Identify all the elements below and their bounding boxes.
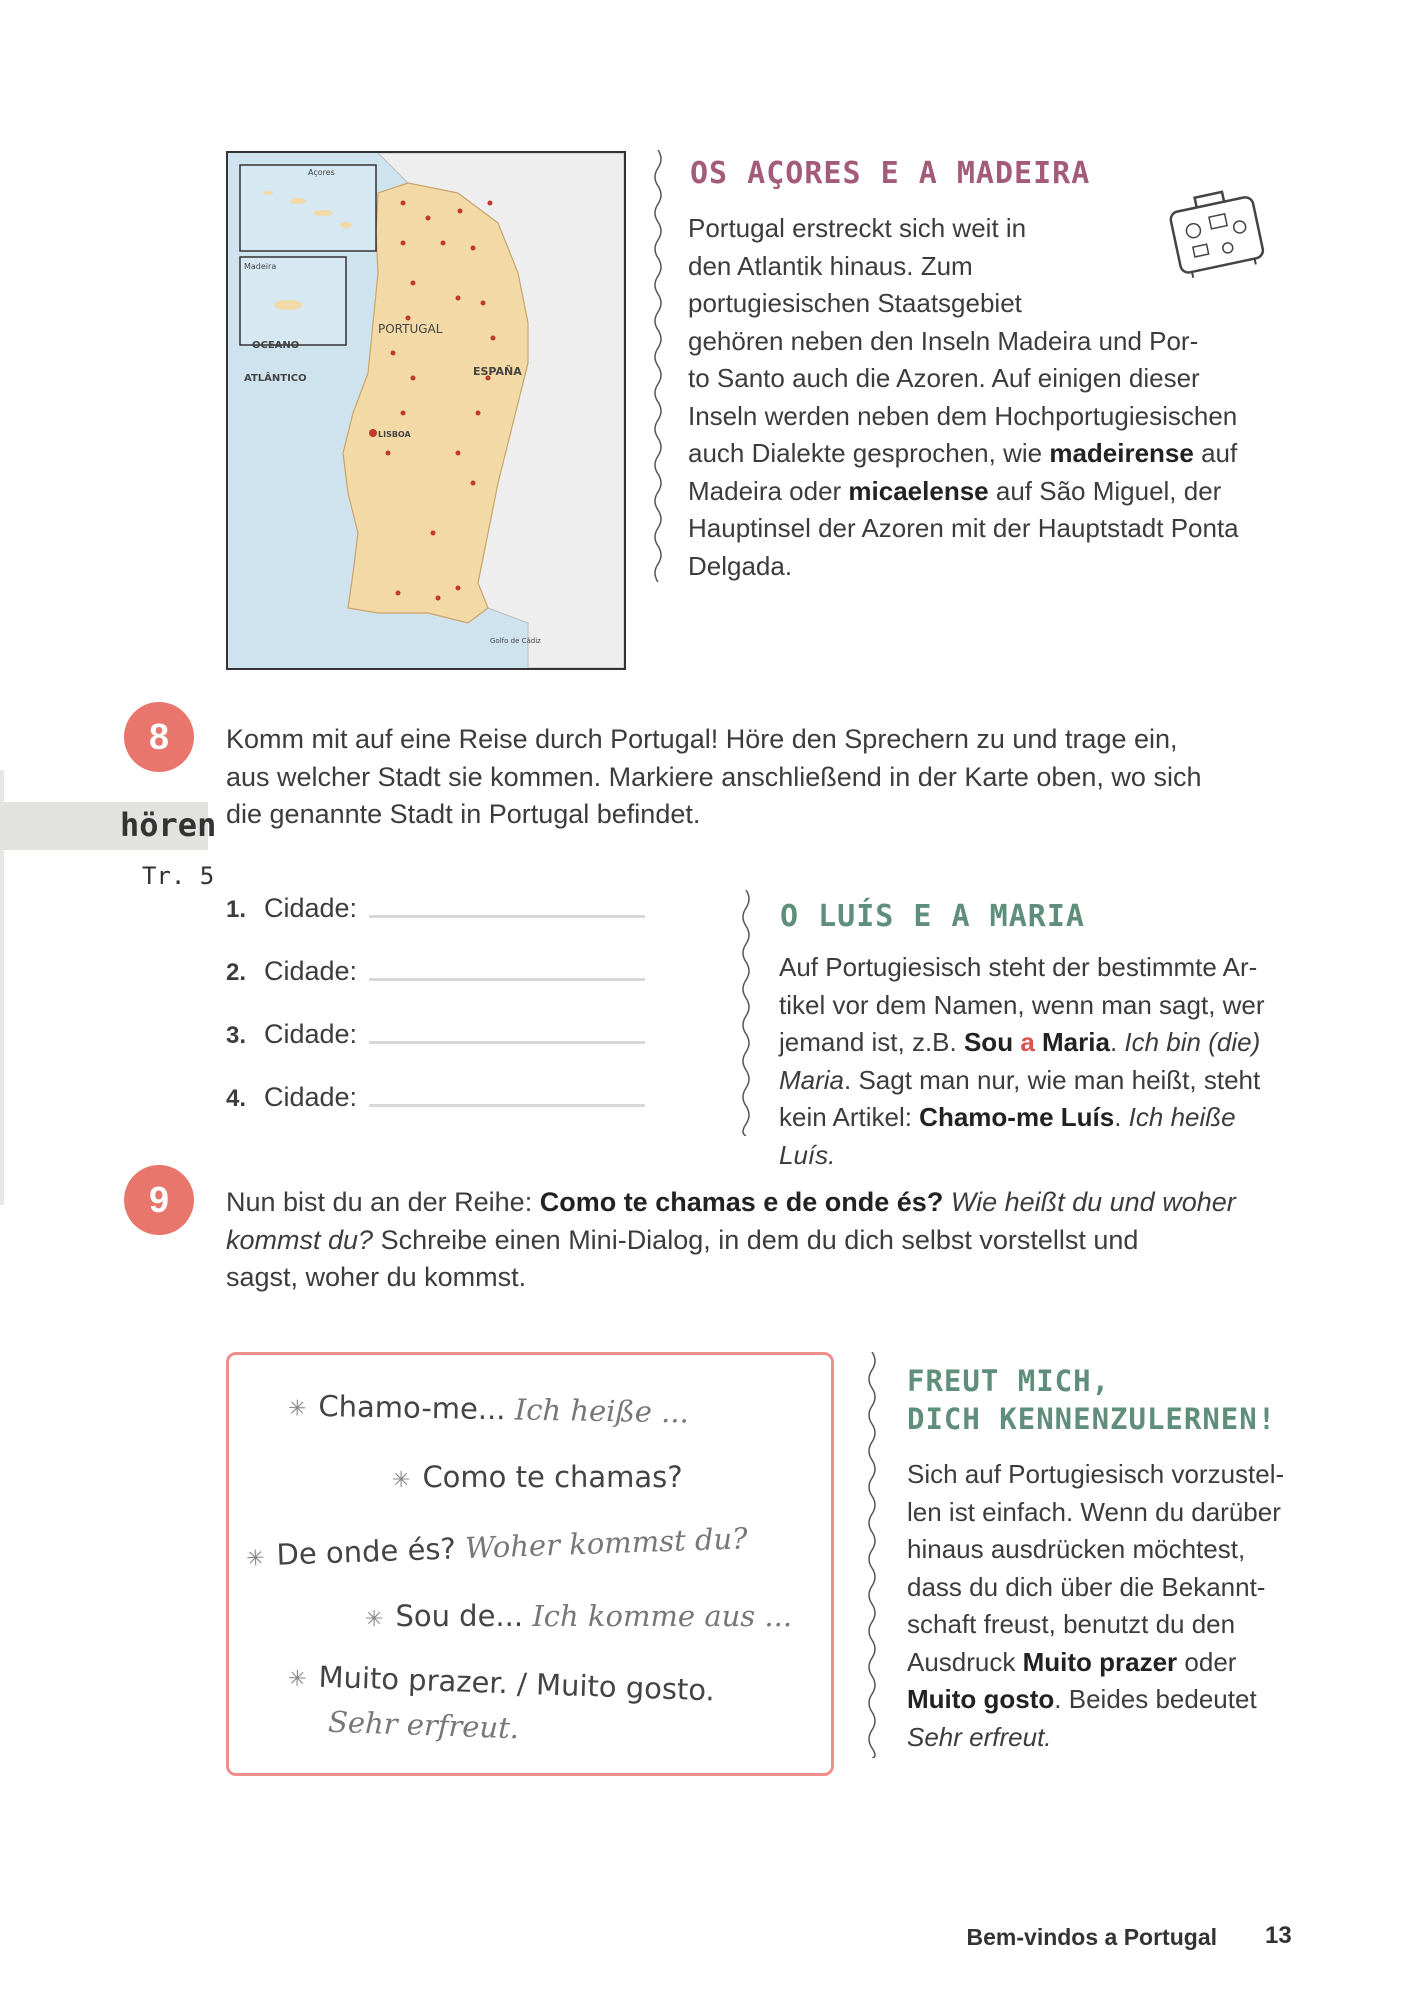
map-label-gulf: Golfo de Cádiz	[490, 637, 541, 645]
text-line: Sehr erfreut.	[907, 1721, 1052, 1752]
text-line: Maria. Sagt man nur, wie man heißt, steht	[779, 1064, 1261, 1095]
map-label-portugal: PORTUGAL	[378, 322, 443, 336]
term-madeirense: madeirense	[1049, 438, 1194, 468]
city-row: 4. Cidade:	[226, 1073, 676, 1113]
box-text-acores	[688, 210, 1288, 585]
text-line: Sich auf Portugiesisch vorzustel-	[907, 1459, 1285, 1489]
map-label-ocean1: OCEANO	[252, 340, 300, 351]
text-line: den Atlantik hinaus. Zum	[688, 250, 973, 281]
answer-line-4[interactable]	[369, 1104, 645, 1107]
answer-line-1[interactable]	[369, 915, 645, 918]
phrase-2: ✳ Como te chamas?	[392, 1460, 683, 1494]
text-line: jemand ist, z.B. Sou a Maria. Ich bin (die)	[779, 1027, 1261, 1057]
text-line: gehören neben den Inseln Madeira und Por-	[688, 325, 1199, 356]
listening-label: hören	[120, 806, 217, 844]
instruction-line: kommst du? Schreibe einen Mini-Dialog, in dem du dich selbst vorstellst und	[226, 1224, 1139, 1255]
phrase-5: ✳ Muito prazer. / Muito gosto.	[287, 1659, 716, 1708]
text-line: Muito gosto. Beides bedeutet	[907, 1684, 1257, 1714]
city-row: 2. Cidade:	[226, 947, 676, 987]
wavy-divider	[865, 1352, 879, 1758]
text-line: portugiesischen Staatsgebiet	[688, 288, 1022, 318]
city-answer-list	[226, 884, 676, 1113]
box-text-articles	[779, 949, 1299, 1174]
text-line: Inseln werden neben dem Hochportugiesischen	[688, 400, 1238, 431]
phrase-3: ✳ De onde és? Woher kommst du?	[245, 1521, 749, 1572]
text-line: len ist einfach. Wenn du darüber	[907, 1496, 1281, 1527]
box-title-luis-maria: O LUÍS E A MARIA	[780, 899, 1085, 934]
instruction-line: aus welcher Stadt sie kommen. Markiere anschließend in der Karte oben, wo sich	[226, 761, 1202, 792]
wavy-divider	[739, 890, 753, 1136]
exercise-8-badge: 8	[124, 702, 194, 772]
box-text-freut-mich	[907, 1456, 1327, 1756]
instruction-line: Nun bist du an der Reihe: Como te chamas e de onde és? Wie heißt du und woher	[226, 1187, 1236, 1217]
city-row: 3. Cidade:	[226, 1010, 676, 1050]
text-line: schaft freust, benutzt du den	[907, 1609, 1236, 1639]
phrase-6: Sehr erfreut.	[327, 1704, 520, 1746]
text-line: dass du dich über die Bekannt-	[907, 1571, 1266, 1602]
map-label-madeira: Madeira	[244, 262, 277, 271]
box-title-acores: OS AÇORES E A MADEIRA	[690, 156, 1091, 191]
term-micaelense: micaelense	[848, 475, 989, 506]
text-line: kein Artikel: Chamo-me Luís. Ich heiße Luís.	[779, 1102, 1236, 1170]
text-line: auch Dialekte gesprochen, wie madeirense auf	[688, 438, 1238, 468]
phrase-4: ✳ Sou de... Ich komme aus ...	[365, 1599, 793, 1633]
article-highlight: a	[1020, 1027, 1035, 1057]
answer-line-3[interactable]	[369, 1041, 645, 1044]
instruction-line: Komm mit auf eine Reise durch Portugal! Höre den Sprechern zu und trage ein,	[226, 724, 1178, 754]
text-line: to Santo auch die Azoren. Auf einigen dieser	[688, 363, 1200, 393]
exercise-9-badge: 9	[124, 1165, 194, 1235]
track-number: Tr. 5	[142, 862, 215, 890]
map-label-spain: ESPAÑA	[473, 365, 522, 378]
map-label-ocean2: ATLÂNTICO	[244, 373, 307, 384]
chapter-title: Bem-vindos a Portugal	[966, 1924, 1217, 1950]
box-title-freut-mich: FREUT MICH, DICH KENNENZULERNEN!	[907, 1364, 1277, 1436]
map-label-lisboa: LISBOA	[378, 430, 411, 439]
text-line: Portugal erstreckt sich weit in	[688, 213, 1027, 243]
exercise-9-instructions	[226, 1184, 1336, 1297]
exercise-8-instructions	[226, 721, 1326, 834]
answer-line-2[interactable]	[369, 978, 645, 981]
text-line: Hauptinsel der Azoren mit der Hauptstadt Ponta	[688, 513, 1239, 543]
page-number: 13	[1265, 1922, 1292, 1949]
text-line: tikel vor dem Namen, wenn man sagt, wer	[779, 989, 1265, 1020]
city-row: 1. Cidade:	[226, 884, 676, 924]
text-line: hinaus ausdrücken möchtest,	[907, 1534, 1246, 1564]
text-line: Auf Portugiesisch steht der bestimmte Ar-	[779, 952, 1258, 982]
text-line: Delgada.	[688, 550, 793, 581]
portugal-map	[226, 151, 626, 670]
map-label-acores: Açores	[308, 168, 335, 177]
text-line: Ausdruck Muito prazer oder	[907, 1646, 1237, 1677]
phrase-1: ✳ Chamo-me... Ich heiße ...	[287, 1389, 690, 1430]
instruction-line: die genannte Stadt in Portugal befindet.	[226, 799, 701, 829]
instruction-line: sagst, woher du kommst.	[226, 1262, 527, 1292]
text-line: Madeira oder micaelense auf São Miguel, der	[688, 475, 1222, 506]
wavy-divider	[651, 150, 665, 582]
